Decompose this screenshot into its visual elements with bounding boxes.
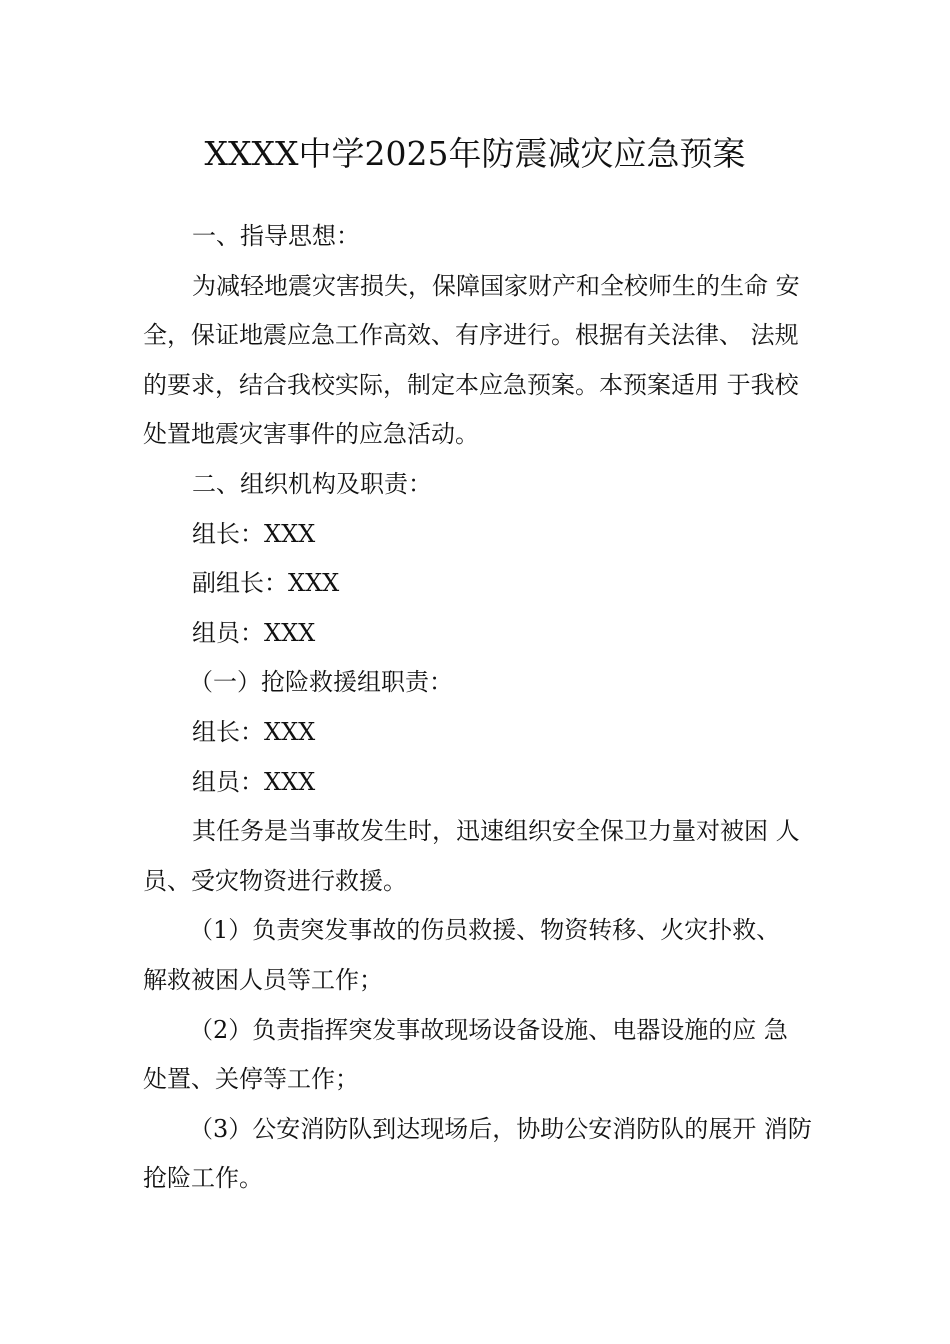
document-title: XXXX中学2025年防震减灾应急预案	[204, 134, 746, 173]
list-item-1-continuation: 解救被困人员等工作；	[143, 965, 383, 994]
paragraph-line: 为减轻地震灾害损失，保障国家财产和全校师生的生命 安	[192, 271, 800, 300]
group-leader-line: 组长：XXX	[192, 519, 316, 548]
list-item-3-continuation: 抢险工作。	[143, 1164, 263, 1193]
deputy-leader-line: 副组长：XXX	[192, 569, 340, 598]
document-body	[143, 212, 823, 1204]
paragraph-line: 处置地震灾害事件的应急活动。	[143, 420, 479, 449]
section-heading-organization: 二、组织机构及职责：	[192, 469, 432, 498]
section-heading-guiding-thought: 一、指导思想：	[192, 222, 360, 250]
paragraph-line: 其任务是当事故发生时，迅速组织安全保卫力量对被困 人	[192, 817, 800, 846]
group-member-line: 组员：XXX	[192, 618, 316, 647]
paragraph-line: 员、受灾物资进行救援。	[143, 866, 407, 895]
list-item-1: （1）负责突发事故的伤员救援、物资转移、火灾扑救、	[189, 916, 781, 945]
rescue-member-line: 组员：XXX	[192, 767, 316, 796]
rescue-leader-line: 组长：XXX	[192, 717, 316, 746]
list-item-3: （3）公安消防队到达现场后，协助公安消防队的展开 消防	[189, 1114, 812, 1143]
paragraph-line: 全，保证地震应急工作高效、有序进行。根据有关法律、 法规	[143, 321, 799, 350]
paragraph-line: 的要求，结合我校实际，制定本应急预案。本预案适用 于我校	[143, 370, 799, 399]
subsection-heading-rescue: （一）抢险救援组职责：	[189, 668, 453, 697]
list-item-2: （2）负责指挥突发事故现场设备设施、电器设施的应 急	[189, 1015, 788, 1044]
list-item-2-continuation: 处置、关停等工作；	[143, 1065, 359, 1094]
